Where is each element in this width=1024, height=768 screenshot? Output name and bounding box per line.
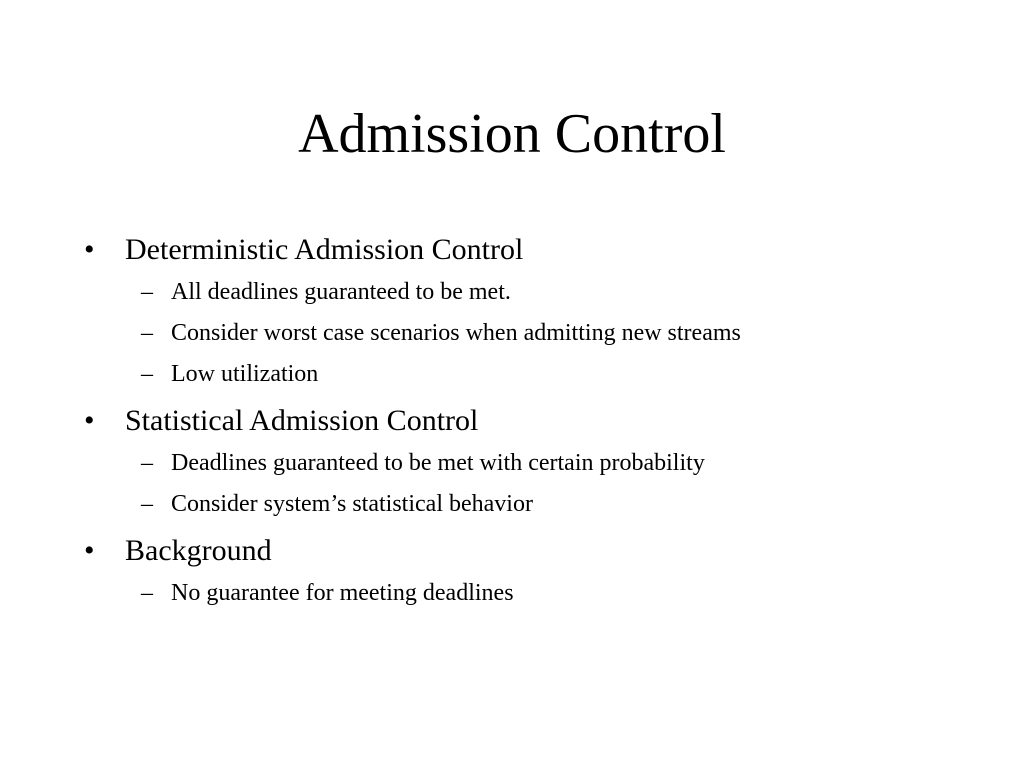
sub-bullet-text: Consider worst case scenarios when admitting new streams	[171, 320, 741, 346]
bullet-text: Background	[125, 534, 272, 567]
bullet-marker: •	[84, 534, 95, 567]
sub-bullet-item	[84, 354, 984, 395]
sub-bullet-item	[84, 443, 984, 484]
sub-bullet-item	[84, 484, 984, 525]
bullet-text: Statistical Admission Control	[125, 404, 479, 437]
sub-bullet-item	[84, 313, 984, 354]
sub-bullet-marker: –	[141, 361, 153, 387]
sub-bullet-marker: –	[141, 491, 153, 517]
sub-bullet-marker: –	[141, 450, 153, 476]
bullet-text: Deterministic Admission Control	[125, 233, 524, 266]
sub-bullet-item	[84, 573, 984, 614]
sub-bullet-text: Low utilization	[171, 361, 319, 387]
sub-bullet-text: All deadlines guaranteed to be met.	[171, 279, 511, 305]
bullet-list	[84, 228, 984, 614]
sub-bullet-text: Deadlines guaranteed to be met with certain probability	[171, 450, 705, 476]
sub-bullet-marker: –	[141, 320, 153, 346]
bullet-item	[84, 228, 984, 395]
bullet-item	[84, 399, 984, 525]
sub-bullet-list	[84, 272, 984, 395]
sub-bullet-marker: –	[141, 279, 153, 305]
sub-bullet-list	[84, 573, 984, 614]
slide-title: Admission Control	[298, 103, 726, 165]
sub-bullet-list	[84, 443, 984, 525]
bullet-marker: •	[84, 233, 95, 266]
sub-bullet-text: No guarantee for meeting deadlines	[171, 580, 514, 606]
sub-bullet-marker: –	[141, 580, 153, 606]
bullet-marker: •	[84, 404, 95, 437]
bullet-item	[84, 529, 984, 614]
sub-bullet-text: Consider system’s statistical behavior	[171, 491, 533, 517]
sub-bullet-item	[84, 272, 984, 313]
